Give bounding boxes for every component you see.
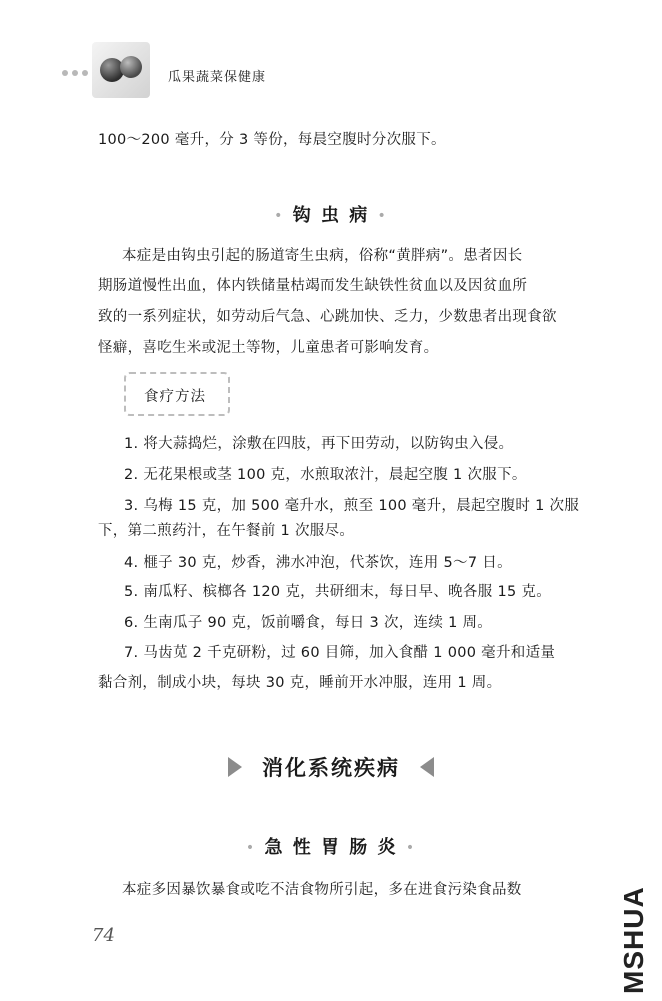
- fruit-logo-icon: [92, 42, 150, 98]
- remedy-item: 6. 生南瓜子 90 克，饭前嚼食，每日 3 次，连续 1 周。: [124, 615, 493, 631]
- triangle-left-icon: [420, 757, 434, 777]
- section-title-hookworm: • 钩 虫 病 •: [274, 205, 388, 226]
- chapter-title: 消化系统疾病: [262, 756, 400, 780]
- chapter-heading: [0, 752, 662, 782]
- remedy-item-cont: 下，第二煎药汁，在午餐前 1 次服尽。: [98, 523, 355, 539]
- paragraph-line: 本症多因暴饮暴食或吃不洁食物所引起，多在进食污染食品数: [122, 882, 522, 898]
- page-header: [62, 42, 622, 102]
- remedy-item-cont: 黏合剂，制成小块，每块 30 克，睡前开水冲服，连用 1 周。: [98, 675, 502, 691]
- triangle-right-icon: [228, 757, 242, 777]
- paragraph-line: 期肠道慢性出血，体内铁储量枯竭而发生缺铁性贫血以及因贫血所: [98, 278, 528, 294]
- remedy-item: 1. 将大蒜捣烂，涂敷在四肢，再下田劳动，以防钩虫入侵。: [124, 436, 514, 452]
- watermark: MSHUA: [618, 886, 649, 994]
- method-label-box: [124, 372, 230, 416]
- paragraph-line: 怪癖，喜吃生米或泥土等物，儿童患者可影响发育。: [98, 340, 439, 356]
- remedy-item: 3. 乌梅 15 克，加 500 毫升水，煎至 100 毫升，晨起空腹时 1 次服: [124, 498, 580, 514]
- intro-line: 100～200 毫升，分 3 等份，每晨空腹时分次服下。: [98, 132, 446, 148]
- section-title-gastroenteritis: • 急 性 胃 肠 炎 •: [245, 837, 417, 858]
- remedy-item: 5. 南瓜籽、槟榔各 120 克，共研细末，每日早、晚各服 15 克。: [124, 584, 552, 600]
- remedy-item: 2. 无花果根或茎 100 克，水煎取浓汁，晨起空腹 1 次服下。: [124, 467, 527, 483]
- paragraph-line: 致的一系列症状，如劳动后气急、心跳加快、乏力，少数患者出现食欲: [98, 309, 557, 325]
- remedy-item: 7. 马齿苋 2 千克研粉，过 60 目筛，加入食醋 1 000 毫升和适量: [124, 645, 556, 661]
- remedy-item: 4. 榧子 30 克，炒香，沸水冲泡，代茶饮，连用 5～7 日。: [124, 555, 512, 571]
- method-label: 食疗方法: [144, 389, 206, 405]
- page-number: 74: [92, 925, 115, 946]
- paragraph-line: 本症是由钩虫引起的肠道寄生虫病，俗称“黄胖病”。患者因长: [122, 248, 523, 264]
- running-title: 瓜果蔬菜保健康: [168, 70, 267, 85]
